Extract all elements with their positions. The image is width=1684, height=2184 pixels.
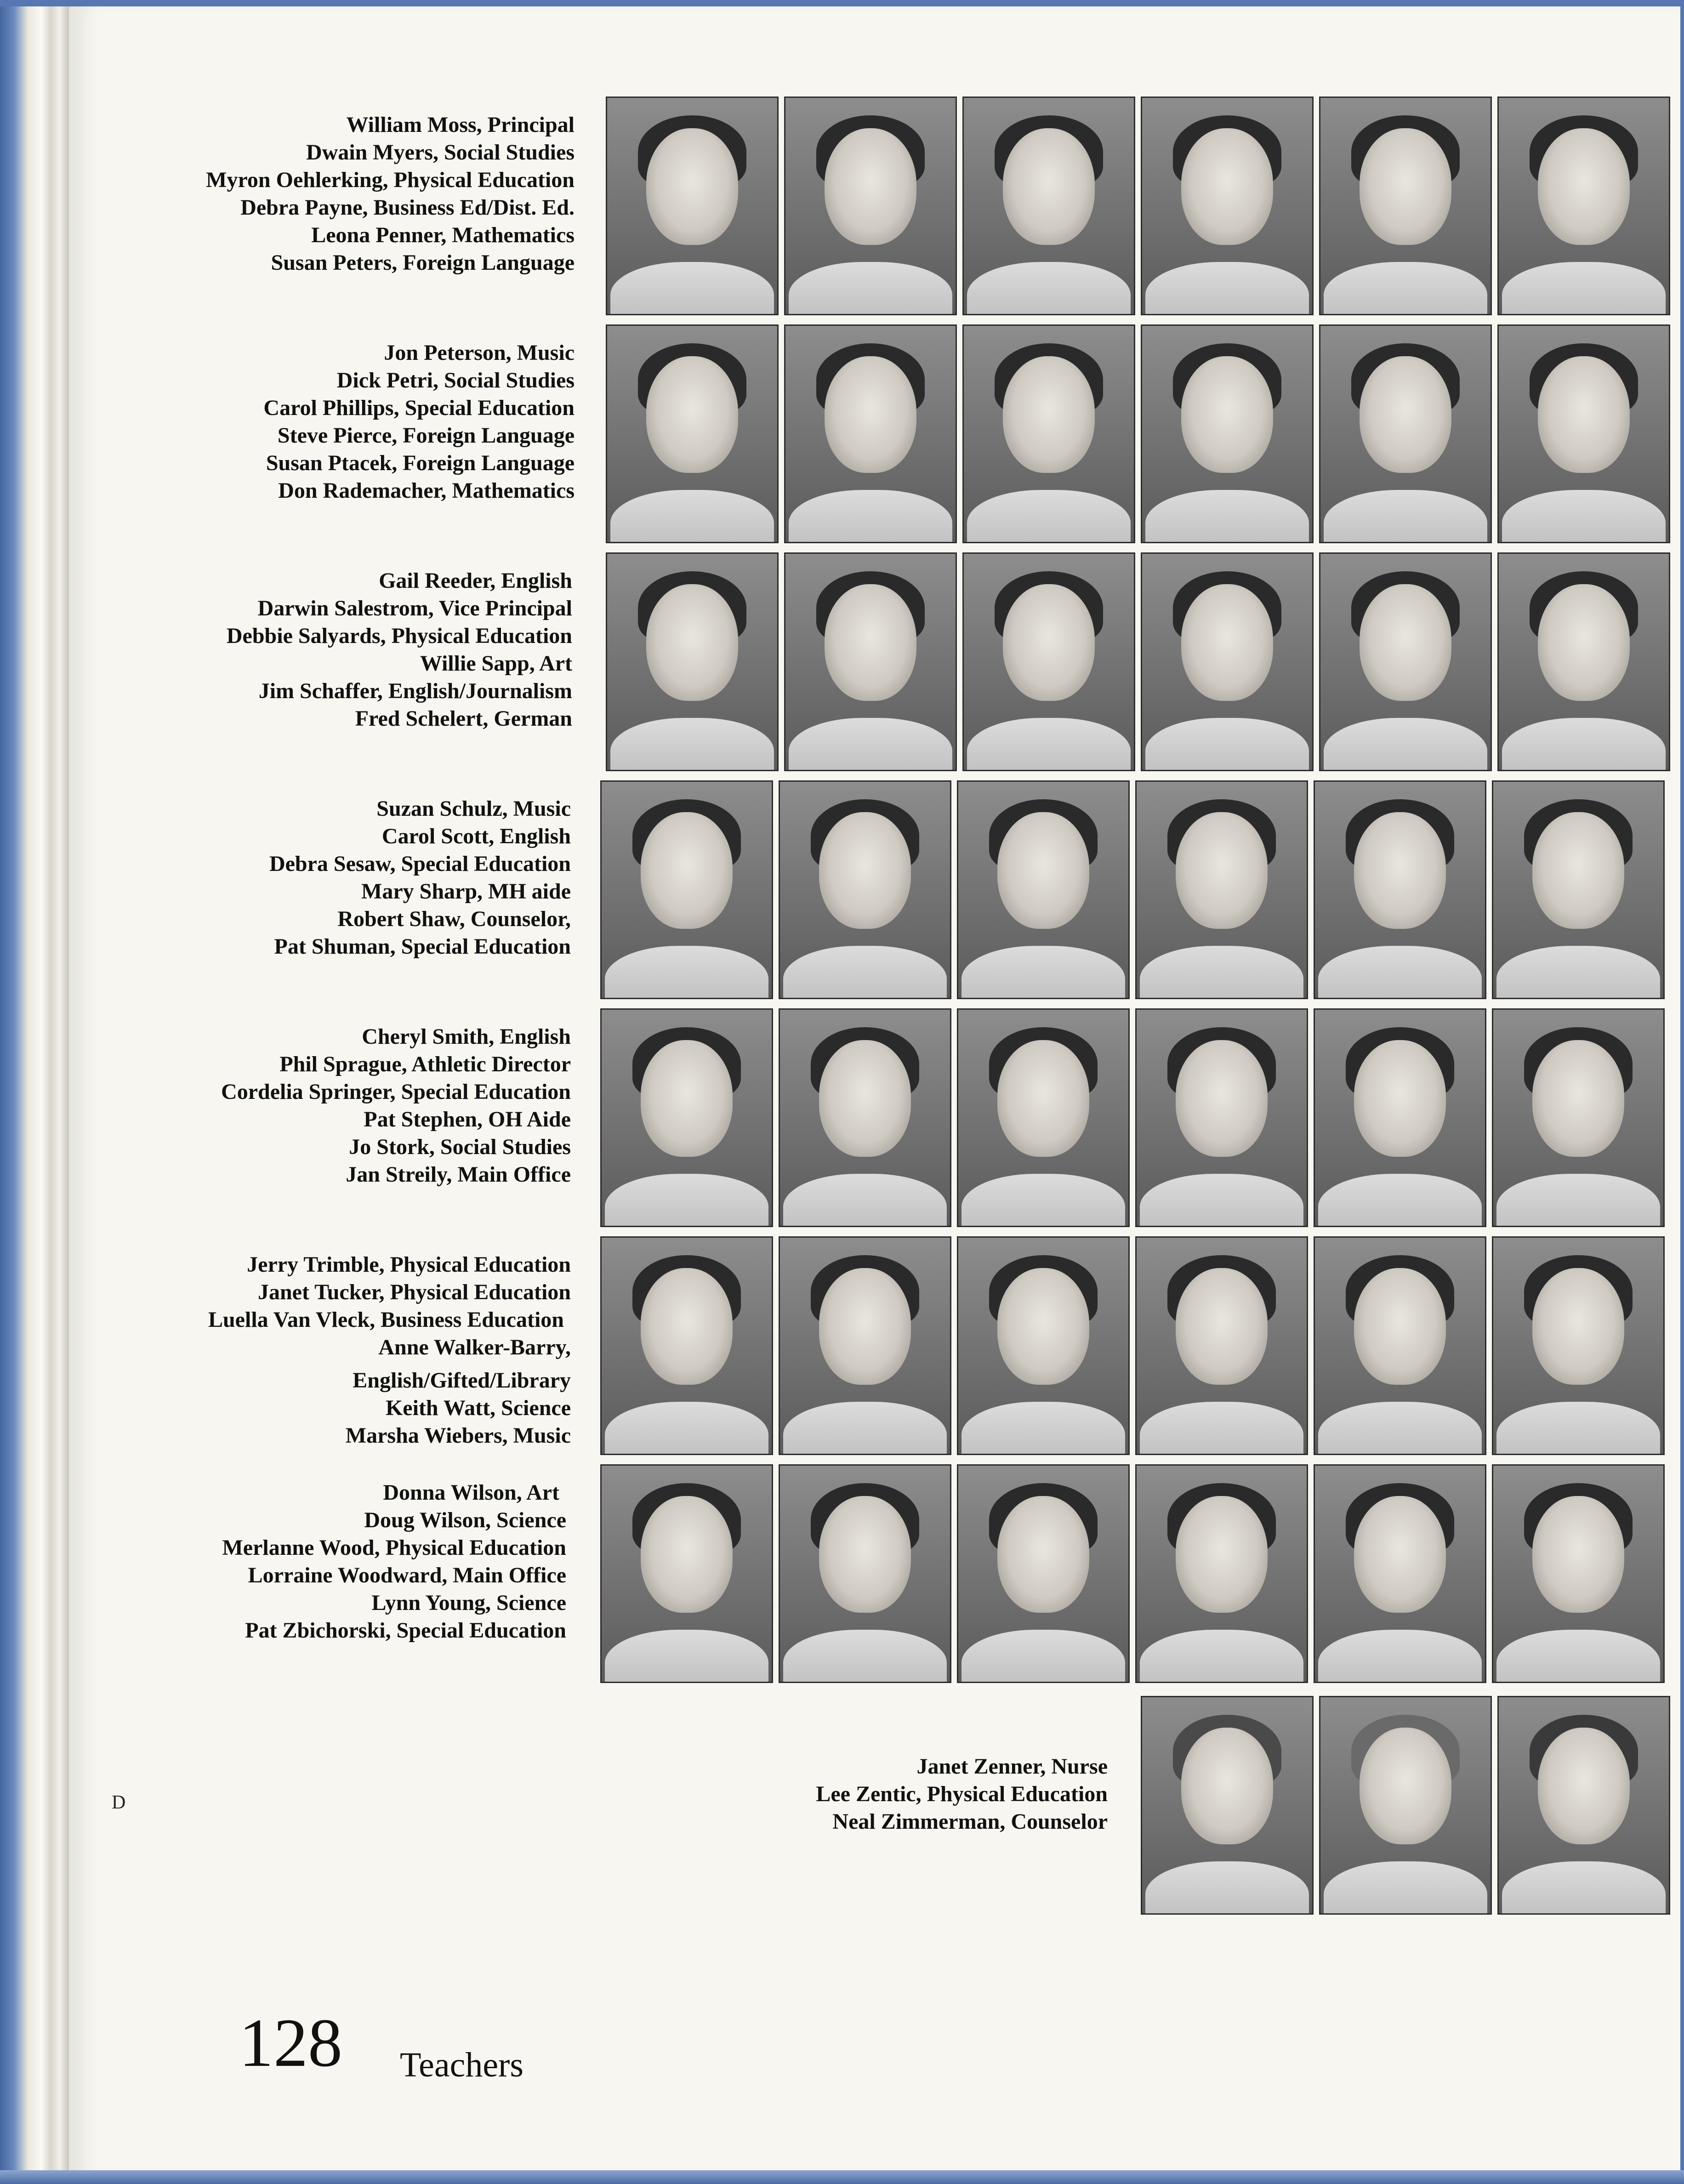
portrait-face — [1176, 1268, 1268, 1385]
caption-line: Mary Sharp, MH aide — [361, 879, 571, 904]
portrait-shoulders — [605, 1402, 768, 1455]
portrait-shoulders — [783, 1402, 946, 1455]
portrait-shoulders — [1318, 1402, 1481, 1455]
caption-line: Cheryl Smith, English — [362, 1024, 571, 1049]
portrait-face — [997, 1268, 1089, 1385]
portrait-photo — [1314, 1236, 1486, 1455]
portrait-photo — [1492, 1236, 1665, 1455]
portrait-shoulders — [1318, 946, 1481, 999]
portrait-shoulders — [1496, 1174, 1660, 1227]
portrait-photo — [1135, 1236, 1308, 1455]
portrait-photo — [784, 324, 957, 543]
portrait-photo — [1141, 324, 1314, 543]
portrait-face — [1360, 584, 1451, 701]
caption-line: Carol Scott, English — [381, 824, 571, 848]
caption-line: Suzan Schulz, Music — [376, 796, 571, 821]
caption-line: Jon Peterson, Music — [384, 341, 575, 365]
caption-line: Anne Walker-Barry, — [378, 1335, 571, 1359]
portrait-shoulders — [789, 718, 952, 771]
portrait-photo — [962, 97, 1135, 315]
portrait-face — [1003, 356, 1095, 473]
caption-line: Pat Stephen, OH Aide — [364, 1107, 571, 1132]
portrait-photo — [957, 1008, 1130, 1227]
caption-line: Pat Zbichorski, Special Education — [245, 1618, 566, 1643]
portrait-face — [1538, 1728, 1630, 1844]
caption-line: Lorraine Woodward, Main Office — [248, 1563, 566, 1587]
portrait-photo — [784, 552, 957, 771]
caption-line: Susan Peters, Foreign Language — [271, 250, 575, 275]
name-caption-group-4 — [38, 795, 571, 961]
caption-line: Dwain Myers, Social Studies — [306, 140, 575, 165]
portrait-face — [825, 584, 916, 701]
portrait-shoulders — [789, 490, 952, 543]
portrait-face — [1360, 128, 1451, 245]
portrait-face — [1354, 812, 1446, 929]
portrait-photo — [1497, 97, 1670, 315]
portrait-shoulders — [789, 262, 952, 315]
name-caption-group-8 — [575, 1753, 1108, 1836]
portrait-shoulders — [610, 490, 774, 543]
portrait-photo — [1314, 780, 1486, 999]
portrait-photo — [957, 1464, 1130, 1683]
portrait-shoulders — [783, 946, 946, 999]
portrait-photo — [1319, 324, 1492, 543]
portrait-shoulders — [1318, 1630, 1481, 1683]
portrait-shoulders — [1318, 1174, 1481, 1227]
portrait-shoulders — [1324, 718, 1487, 771]
portrait-face — [819, 1040, 911, 1157]
portrait-shoulders — [967, 262, 1130, 315]
portrait-photo — [1492, 1008, 1665, 1227]
portrait-photo — [600, 1008, 773, 1227]
name-caption-group-7 — [33, 1479, 566, 1644]
portrait-shoulders — [783, 1630, 946, 1683]
portrait-photo — [1492, 780, 1665, 999]
portrait-shoulders — [1496, 1402, 1660, 1455]
portrait-shoulders — [605, 1174, 768, 1227]
portrait-face — [646, 584, 738, 701]
portrait-shoulders — [1502, 718, 1665, 771]
portrait-photo — [957, 780, 1130, 999]
caption-line: Jan Streily, Main Office — [346, 1162, 571, 1187]
caption-line: Keith Watt, Science — [385, 1396, 571, 1420]
portrait-face — [1176, 1040, 1268, 1157]
portrait-photo — [779, 1008, 951, 1227]
caption-line: Marsha Wiebers, Music — [345, 1423, 571, 1448]
portrait-photo — [1314, 1008, 1486, 1227]
portrait-face — [1354, 1496, 1446, 1613]
portrait-shoulders — [961, 1174, 1125, 1227]
name-caption-group-2 — [41, 339, 575, 505]
caption-line: Phil Sprague, Athletic Director — [279, 1052, 571, 1076]
portrait-face — [1532, 812, 1624, 929]
portrait-shoulders — [1502, 490, 1665, 543]
portrait-photo — [779, 1236, 951, 1455]
caption-line: English/Gifted/Library — [353, 1368, 571, 1393]
portrait-face — [1003, 584, 1095, 701]
caption-line: Merlanne Wood, Physical Education — [222, 1536, 566, 1560]
portrait-face — [997, 1496, 1089, 1613]
portrait-photo — [1135, 1464, 1308, 1683]
portrait-shoulders — [961, 1630, 1125, 1683]
caption-line: Janet Tucker, Physical Education — [257, 1280, 571, 1304]
portrait-face — [819, 812, 911, 929]
caption-line: Neal Zimmerman, Counselor — [832, 1809, 1108, 1834]
caption-line: Susan Ptacek, Foreign Language — [266, 451, 575, 475]
portrait-shoulders — [967, 718, 1130, 771]
portrait-face — [1354, 1040, 1446, 1157]
caption-line: Leona Penner, Mathematics — [311, 223, 575, 247]
caption-line: Darwin Salestrom, Vice Principal — [257, 596, 572, 620]
portrait-face — [1538, 584, 1630, 701]
caption-line: Debra Payne, Business Ed/Dist. Ed. — [240, 195, 575, 220]
bottom-cover-edge — [0, 2170, 1684, 2184]
caption-line: Carol Phillips, Special Education — [263, 396, 575, 420]
portrait-shoulders — [783, 1174, 946, 1227]
portrait-shoulders — [1502, 1861, 1665, 1915]
portrait-photo — [957, 1236, 1130, 1455]
portrait-photo — [779, 780, 951, 999]
page-number: 128 — [239, 2005, 342, 2081]
caption-line: Lee Zentic, Physical Education — [816, 1782, 1108, 1806]
portrait-shoulders — [961, 1402, 1125, 1455]
caption-line: Janet Zenner, Nurse — [916, 1754, 1108, 1779]
caption-line: Luella Van Vleck, Business Education — [208, 1308, 564, 1332]
portrait-photo — [962, 324, 1135, 543]
portrait-shoulders — [1145, 262, 1309, 315]
portrait-face — [1532, 1496, 1624, 1613]
portrait-face — [1532, 1040, 1624, 1157]
portrait-face — [1538, 356, 1630, 473]
portrait-face — [1181, 128, 1273, 245]
portrait-shoulders — [1496, 946, 1660, 999]
portrait-shoulders — [1145, 1861, 1309, 1915]
margin-mark: D — [112, 1792, 126, 1813]
caption-line: Fred Schelert, German — [355, 706, 572, 731]
portrait-photo — [1492, 1464, 1665, 1683]
portrait-face — [1538, 128, 1630, 245]
portrait-shoulders — [961, 946, 1125, 999]
caption-line: Doug Wilson, Science — [364, 1508, 566, 1532]
portrait-photo — [1141, 97, 1314, 315]
caption-line: Gail Reeder, English — [379, 569, 572, 593]
portrait-face — [646, 356, 738, 473]
portrait-shoulders — [1140, 1174, 1303, 1227]
portrait-shoulders — [967, 490, 1130, 543]
portrait-face — [1003, 128, 1095, 245]
caption-line: Don Rademacher, Mathematics — [278, 478, 575, 503]
caption-line: Jerry Trimble, Physical Education — [247, 1252, 571, 1277]
caption-line: Myron Oehlerking, Physical Education — [206, 168, 575, 192]
portrait-face — [1176, 812, 1268, 929]
right-cover-edge — [1680, 0, 1684, 2184]
portrait-photo — [1135, 1008, 1308, 1227]
caption-line: Pat Shuman, Special Education — [274, 934, 571, 959]
portrait-shoulders — [1324, 262, 1487, 315]
caption-line: Debbie Salyards, Physical Education — [226, 624, 572, 648]
caption-line: Jo Stork, Social Studies — [349, 1135, 571, 1159]
portrait-face — [1354, 1268, 1446, 1385]
caption-line: Robert Shaw, Counselor, — [337, 907, 571, 931]
portrait-shoulders — [1140, 946, 1303, 999]
portrait-photo — [606, 552, 779, 771]
portrait-photo — [784, 97, 957, 315]
portrait-face — [819, 1496, 911, 1613]
portrait-photo — [606, 324, 779, 543]
portrait-face — [1360, 1728, 1451, 1844]
portrait-face — [646, 128, 738, 245]
portrait-face — [641, 1268, 733, 1385]
section-title: Teachers — [400, 2046, 523, 2084]
portrait-face — [1181, 356, 1273, 473]
name-caption-group-3 — [39, 567, 572, 733]
portrait-photo — [600, 1236, 773, 1455]
portrait-photo — [962, 552, 1135, 771]
portrait-photo — [600, 780, 773, 999]
portrait-face — [1360, 356, 1451, 473]
portrait-photo — [1141, 1696, 1314, 1915]
caption-line: Jim Schaffer, English/Journalism — [258, 679, 572, 703]
portrait-face — [1181, 1728, 1273, 1844]
portrait-face — [1181, 584, 1273, 701]
portrait-shoulders — [1140, 1402, 1303, 1455]
portrait-face — [1176, 1496, 1268, 1613]
portrait-shoulders — [1145, 718, 1309, 771]
portrait-photo — [1314, 1464, 1486, 1683]
portrait-photo — [1497, 552, 1670, 771]
portrait-face — [997, 1040, 1089, 1157]
portrait-photo — [779, 1464, 951, 1683]
portrait-face — [1532, 1268, 1624, 1385]
caption-line: Willie Sapp, Art — [420, 651, 572, 676]
portrait-photo — [1319, 1696, 1492, 1915]
portrait-face — [641, 812, 733, 929]
caption-line: Dick Petri, Social Studies — [336, 368, 575, 392]
portrait-shoulders — [1324, 490, 1487, 543]
portrait-photo — [600, 1464, 773, 1683]
portrait-face — [997, 812, 1089, 929]
portrait-face — [641, 1040, 733, 1157]
caption-line: Lynn Young, Science — [371, 1591, 566, 1615]
portrait-photo — [1135, 780, 1308, 999]
portrait-photo — [1497, 324, 1670, 543]
portrait-shoulders — [1502, 262, 1665, 315]
portrait-face — [641, 1496, 733, 1613]
portrait-face — [825, 128, 916, 245]
name-caption-group-1 — [41, 111, 575, 277]
portrait-shoulders — [1496, 1630, 1660, 1683]
portrait-face — [825, 356, 916, 473]
portrait-photo — [606, 97, 779, 315]
portrait-shoulders — [610, 262, 774, 315]
portrait-shoulders — [1140, 1630, 1303, 1683]
portrait-shoulders — [1145, 490, 1309, 543]
portrait-face — [819, 1268, 911, 1385]
caption-line: William Moss, Principal — [346, 113, 575, 137]
name-caption-group-6 — [38, 1251, 571, 1450]
caption-line: Steve Pierce, Foreign Language — [277, 423, 575, 448]
portrait-shoulders — [605, 1630, 768, 1683]
portrait-shoulders — [610, 718, 774, 771]
portrait-photo — [1319, 97, 1492, 315]
caption-line: Debra Sesaw, Special Education — [269, 852, 571, 876]
name-caption-group-5 — [38, 1023, 571, 1189]
top-cover-edge — [0, 0, 1684, 6]
caption-line: Cordelia Springer, Special Education — [221, 1080, 571, 1104]
caption-line: Donna Wilson, Art — [383, 1480, 559, 1505]
portrait-photo — [1141, 552, 1314, 771]
portrait-shoulders — [1324, 1861, 1487, 1915]
portrait-photo — [1319, 552, 1492, 771]
portrait-photo — [1497, 1696, 1670, 1915]
portrait-shoulders — [605, 946, 768, 999]
